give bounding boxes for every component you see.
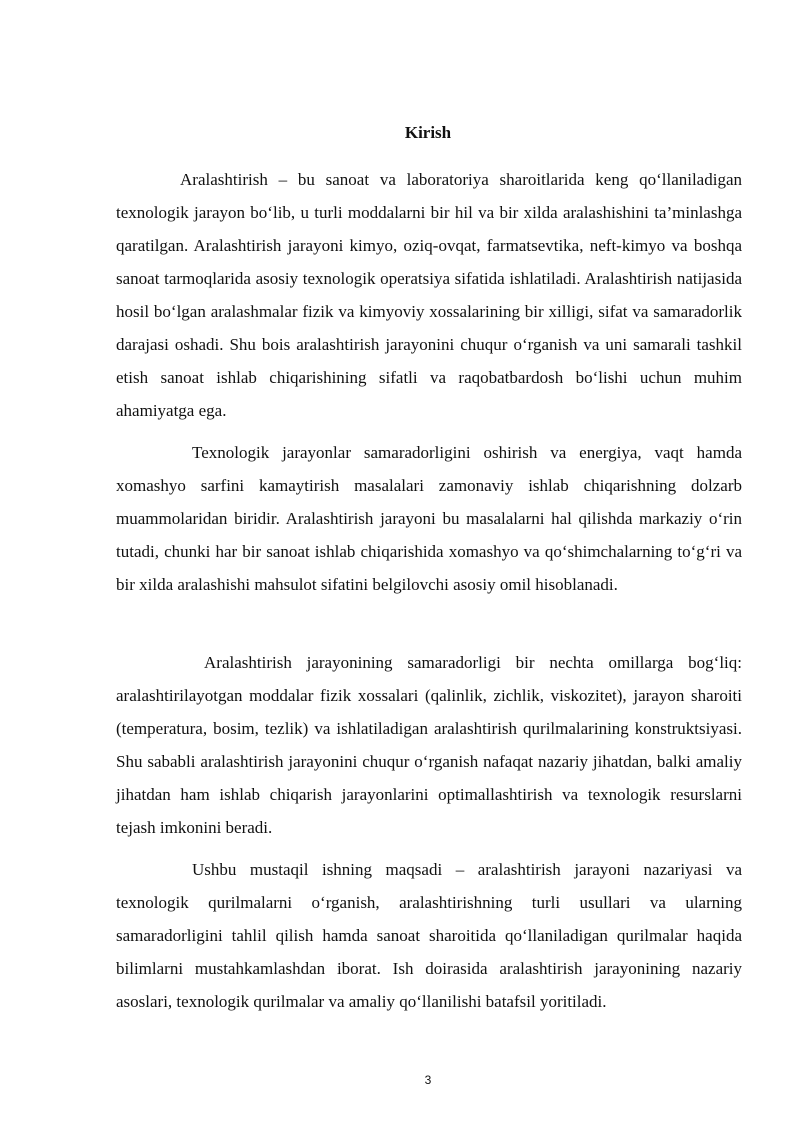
paragraph-efficiency: Texnologik jarayonlar samaradorligini oshirish va energiya, vaqt hamda xomashyo sarfini kamaytirish masalalari zamonaviy ishlab chiqarishning dolzarb muammolaridan biridir. Aralashtirish jarayoni bu masalalarni hal qilishda markaziy o‘rin tutadi, chunki har bir sanoat ishlab chiqarishida xomashyo va qo‘shimchalarning to‘g‘ri va bir xilda aralashishi mahsulot sifatini belgilovchi asosiy omil hisoblanadi.: [116, 443, 742, 594]
page-title: Kirish: [404, 123, 452, 142]
paragraph-factors: Aralashtirish jarayonining samaradorligi bir nechta omillarga bog‘liq: aralashtirilayotgan moddalar fizik xossalari (qalinlik, zichlik, viskozitet), jarayon sharoiti (temperatura, bosim, tezlik) va ishlatiladigan aralashtirish qurilmalarining konstruktsiyasi. Shu sababli aralashtirish jarayonini chuqur o‘rganish nafaqat nazariy jihatdan, balki amaliy jihatdan ham ishlab chiqarish jarayonlarini optimallashtirish va texnologik resurslarni tejash imkonini beradi.: [116, 653, 742, 837]
page-number: 3: [424, 1073, 432, 1087]
paragraph-introduction: Aralashtirish – bu sanoat va laboratoriya sharoitlarida keng qo‘llaniladigan texnologik jarayon bo‘lib, u turli moddalarni bir hil va bir xilda aralashishini ta’minlashga qaratilgan. Aralashtirish jarayoni kimyo, oziq-ovqat, farmatsevtika, neft-kimyo va boshqa sanoat tarmoqlarida asosiy texnologik operatsiya sifatida ishlatiladi. Aralashtirish natijasida hosil bo‘lgan aralashmalar fizik va kimyoviy xossalarining bir xilligi, sifat va samaradorlik darajasi oshadi. Shu bois aralashtirish jarayonini chuqur o‘rganish va uni samarali tashkil etish sanoat ishlab chiqarishining sifatli va raqobatbardosh bo‘lishi uchun muhim ahamiyatga ega.: [116, 170, 742, 420]
paragraph-objective: Ushbu mustaqil ishning maqsadi – aralashtirish jarayoni nazariyasi va texnologik qurilmalarni o‘rganish, aralashtirishning turli usullari va ularning samaradorligini tahlil qilish hamda sanoat sharoitida qo‘llaniladigan qurilmalar haqida bilimlarni mustahkamlashdan iborat. Ish doirasida aralashtirish jarayonining nazariy asoslari, texnologik qurilmalar va amaliy qo‘llanilishi batafsil yoritiladi.: [116, 860, 742, 1011]
